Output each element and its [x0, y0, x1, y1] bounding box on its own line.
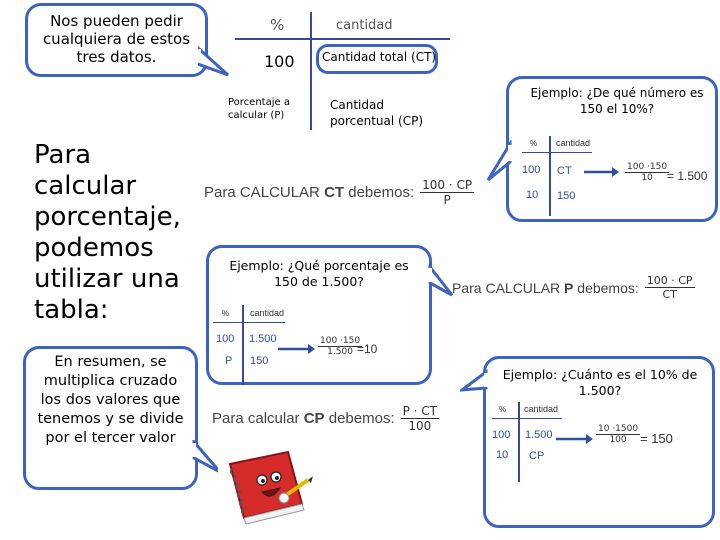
- example-cp-title: Ejemplo: ¿Cuánto es el 10% de 1.500?: [502, 367, 698, 398]
- formula-cp-label: Para calcular: [212, 410, 300, 427]
- main-table-col-quantity: cantidad: [336, 18, 393, 33]
- main-heading: Para calcular porcentaje, podemos utilizar una tabla:: [34, 140, 181, 325]
- example-cp-r1c2: 1.500: [525, 429, 553, 441]
- formula-cp-den: 100: [408, 419, 432, 433]
- example-ct-r2c1: 10: [526, 189, 539, 201]
- example-p-title: Ejemplo: ¿Qué porcentaje es 150 de 1.500?: [229, 258, 409, 289]
- example-cp-r2c2: CP: [529, 450, 545, 462]
- example-ct-arrow-icon: [584, 166, 620, 178]
- notebook-character-icon: [218, 446, 314, 532]
- formula-p-target: P: [564, 279, 574, 296]
- main-table-cell-100: 100: [264, 52, 295, 71]
- example-p-r2c2: 150: [250, 355, 269, 367]
- formula-ct-num: 100 · CP: [422, 178, 473, 192]
- formula-cp-target: CP: [303, 410, 325, 427]
- example-cp-col-quantity: cantidad: [524, 404, 559, 414]
- formula-ct-fraction: [420, 178, 474, 207]
- example-ct-tail: [486, 140, 516, 190]
- formula-p-num: 100 · CP: [646, 274, 693, 287]
- example-cp-num: 10 ·1500: [598, 424, 639, 434]
- bubble-data-options: [25, 3, 208, 77]
- formula-p-label: Para CALCULAR: [452, 279, 561, 296]
- example-p-bubble: [206, 245, 432, 385]
- bubble-summary-text: En resumen, se multiplica cruzado los dos valores que tenemos y se divide por el tercer valor: [37, 354, 184, 446]
- example-cp-arrow-icon: [556, 433, 594, 445]
- example-cp-r1c1: 100: [492, 429, 511, 441]
- formula-p-fraction: [645, 274, 695, 301]
- main-table-cell-ct-text: Cantidad total (CT): [322, 50, 437, 64]
- bubble-data-options-text: Nos pueden pedir cualquiera de estos tres datos.: [42, 12, 191, 66]
- formula-cp-fraction: [401, 404, 439, 433]
- example-p-fraction: [318, 336, 362, 357]
- example-p-r1c2: 1.500: [249, 333, 277, 345]
- example-ct-r2c2: 150: [557, 190, 576, 202]
- formula-p-den: CT: [662, 288, 677, 301]
- example-p-col-percent: %: [222, 309, 230, 318]
- example-cp-result: = 150: [640, 431, 673, 446]
- formula-p: [452, 274, 695, 301]
- main-table-cell-p: Porcentaje a calcular (P): [228, 97, 290, 121]
- formula-ct-label: Para CALCULAR: [204, 184, 320, 201]
- example-ct-result: = 1.500: [667, 169, 708, 183]
- example-cp-den: 100: [609, 435, 627, 445]
- example-ct-col-quantity: cantidad: [556, 138, 591, 148]
- example-cp-r2c1: 10: [496, 449, 509, 461]
- formula-cp: [212, 404, 439, 433]
- formula-ct-target: CT: [324, 184, 345, 201]
- formula-ct-den: P: [443, 193, 451, 207]
- formula-cp-num: P · CT: [402, 404, 437, 418]
- example-ct-title: Ejemplo: ¿De qué número es 150 el 10%?: [530, 86, 704, 116]
- formula-cp-suffix: debemos:: [328, 410, 395, 427]
- example-p-r1c1: 100: [216, 333, 235, 345]
- example-ct-fraction: [625, 162, 669, 183]
- main-table-cell-cp: Cantidad porcentual (CP): [330, 98, 424, 128]
- example-p-col-quantity: cantidad: [250, 308, 285, 318]
- example-cp-fraction: [596, 424, 640, 445]
- formula-ct-suffix: debemos:: [348, 184, 415, 201]
- example-ct-r1c2: CT: [557, 165, 572, 177]
- example-p-den: 1.500: [327, 347, 353, 357]
- example-ct-num: 100 ·150: [627, 162, 668, 172]
- example-cp-tail: [460, 368, 490, 408]
- bubble-summary: [23, 346, 198, 490]
- formula-ct: [204, 178, 474, 207]
- formula-p-suffix: debemos:: [577, 279, 639, 296]
- example-ct-r1c1: 100: [522, 164, 541, 176]
- example-p-num: 100 ·150: [320, 336, 361, 346]
- example-ct-den: 10: [641, 173, 653, 183]
- example-cp-col-percent: %: [499, 405, 507, 414]
- main-table-col-percent: %: [270, 16, 285, 34]
- bubble-tail-top: [198, 40, 238, 90]
- example-p-result: =10: [357, 342, 378, 356]
- example-p-arrow-icon: [278, 343, 316, 355]
- example-p-r2c1: P: [225, 355, 233, 367]
- example-ct-col-percent: %: [530, 139, 538, 148]
